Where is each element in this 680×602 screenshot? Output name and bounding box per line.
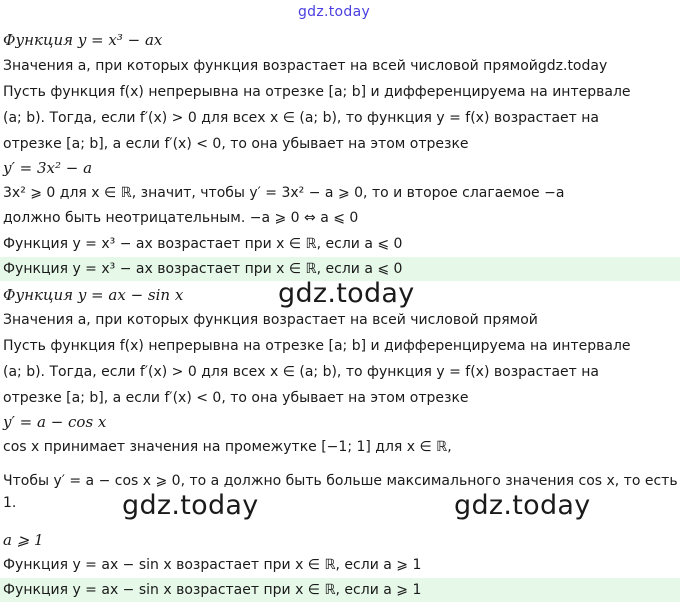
part1-theory-1: Пусть функция f(x) непрерывна на отрезке [a; b] и дифференцируема на интервале <box>3 84 631 100</box>
part1-derivative: y′ = 3x² − a <box>3 159 93 177</box>
watermark-middle: gdz.today <box>278 278 415 309</box>
part1-question <box>0 54 680 78</box>
part2-reason: Чтобы y′ = a − cos x ⩾ 0, то a должно быть больше максимального значения cos x, то есть 1. <box>3 473 678 511</box>
part1-title: Функция y = x³ − ax <box>3 31 163 49</box>
part1-theory-2: (a; b). Тогда, если f′(x) > 0 для всех x ∈ (a; b), то функция y = f(x) возрастает на <box>3 110 599 126</box>
watermark-bottom-right: gdz.today <box>454 490 591 521</box>
part2-theory-2: (a; b). Тогда, если f′(x) > 0 для всех x ∈ (a; b), то функция y = f(x) возрастает на <box>3 364 599 380</box>
part1-question-text: Значения a, при которых функция возрастает на всей числовой прямой <box>3 58 538 74</box>
part2-derivative: y′ = a − cos x <box>3 413 107 431</box>
watermark-inline: gdz.today <box>537 58 608 74</box>
part1-theory-3: отрезке [a; b], а если f′(x) < 0, то она убывает на этом отрезке <box>3 136 469 152</box>
part2-conclusion: Функция y = ax − sin x возрастает при x ∈ ℝ, если a ⩾ 1 <box>3 557 422 573</box>
part2-question: Значения a, при которых функция возрастает на всей числовой прямой <box>3 312 538 328</box>
part2-theory-1: Пусть функция f(x) непрерывна на отрезке [a; b] и дифференцируема на интервале <box>3 338 631 354</box>
watermark-bottom-left: gdz.today <box>122 490 259 521</box>
part2-inequality: a ⩾ 1 <box>3 531 44 549</box>
part2-cos-range: cos x принимает значения на промежутке [−1; 1] для x ∈ ℝ, <box>3 439 452 455</box>
part1-conclusion: Функция y = x³ − ax возрастает при x ∈ ℝ, если a ⩽ 0 <box>3 236 403 252</box>
part1-reason-1: 3x² ⩾ 0 для x ∈ ℝ, значит, чтобы y′ = 3x² − a ⩾ 0, то и второе слагаемое −a <box>3 185 565 201</box>
part2-answer: Функция y = ax − sin x возрастает при x ∈ ℝ, если a ⩾ 1 <box>0 578 680 602</box>
part2-theory-3: отрезке [a; b], а если f′(x) < 0, то она убывает на этом отрезке <box>3 390 469 406</box>
part2-title: Функция y = ax − sin x <box>3 286 184 304</box>
part1-reason-2: должно быть неотрицательным. −a ⩾ 0 ⇔ a ⩽ 0 <box>3 210 359 226</box>
watermark-top: gdz.today <box>298 4 371 20</box>
part1-answer: Функция y = x³ − ax возрастает при x ∈ ℝ, если a ⩽ 0 <box>0 257 680 281</box>
